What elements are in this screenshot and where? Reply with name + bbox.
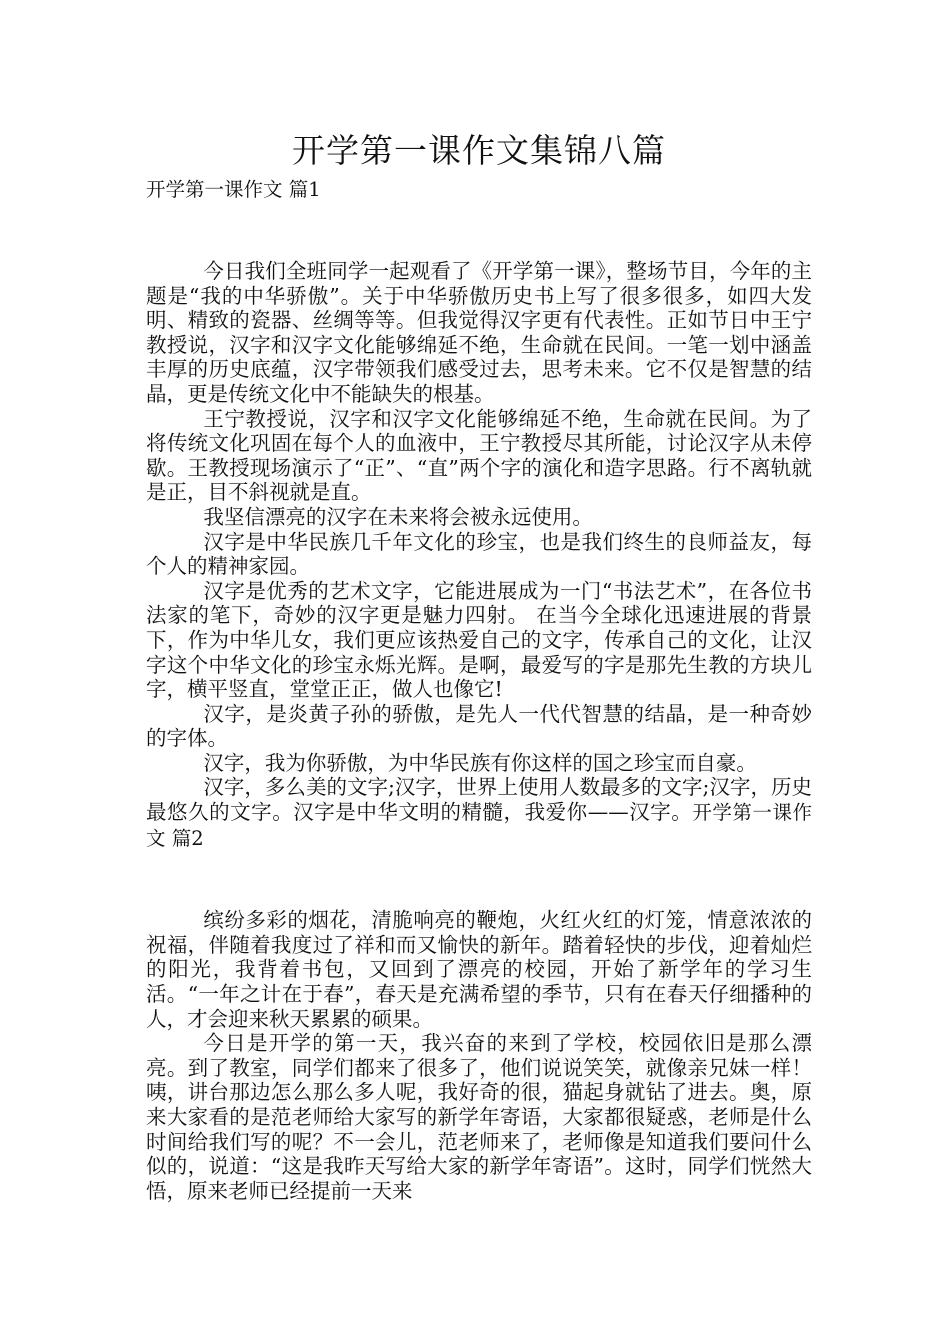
paragraph: 汉字，是炎黄子孙的骄傲，是先人一代代智慧的结晶，是一种奇妙的字体。	[146, 701, 812, 751]
section-spacer	[146, 202, 812, 259]
paragraph: 我坚信漂亮的汉字在未来将会被永远使用。	[203, 504, 593, 529]
paragraph: 汉字是中华民族几千年文化的珍宝，也是我们终生的良师益友，每个人的精神家园。	[146, 529, 812, 579]
paragraph: 今日是开学的第一天，我兴奋的来到了学校，校园依旧是那么漂亮。到了教室，同学们都来了很多了，他们说说笑笑，就像亲兄妹一样！咦，讲台那边怎么那么多人呢，我好奇的很，猫起身就钻了进去。奥，原来大家看的是范老师给大家写的新学年寄语，大家都很疑惑，老师是什么时间给我们写的呢？不一会儿，范老师来了，老师像是知道我们要问什么似的，说道：“这是我昨天写给大家的新学年寄语”。这时，同学们恍然大悟，原来老师已经提前一天来	[146, 1031, 812, 1203]
document-page	[146, 125, 812, 1203]
section-heading-2: 开学第一课作文 篇2	[146, 801, 812, 850]
paragraph: 汉字是优秀的艺术文字，它能进展成为一门“书法艺术”，在各位书法家的笔下，奇妙的汉字更是魅力四射。 在当今全球化迅速进展的背景下，作为中华儿女，我们更应该热爱自己的文字，传承自己的文化，让汉字这个中华文化的珍宝永烁光辉。是啊，最爱写的字是那先生教的方块儿字，横平竖直，堂堂正正，做人也像它!	[146, 578, 812, 702]
paragraph: 缤纷多彩的烟花，清脆响亮的鞭炮，火红火红的灯笼，情意浓浓的祝福，伴随着我度过了祥和而又愉快的新年。踏着轻快的步伐，迎着灿烂的阳光，我背着书包，又回到了漂亮的校园，开始了新学年的学习生活。“一年之计在于春”，春天是充满希望的季节，只有在春天仔细播种的人，才会迎来秋天累累的硕果。	[146, 908, 812, 1031]
paragraph: 汉字，我为你骄傲，为中华民族有你这样的国之珍宝而自豪。	[203, 750, 757, 775]
paragraph-text: 汉字，多么美的文字;汉字，世界上使用人数最多的文字;汉字，历史最悠久的文字。汉字是中华文明的精髓，我爱你——汉字。	[146, 775, 812, 825]
section-heading-1: 开学第一课作文 篇1	[146, 178, 321, 201]
paragraph-with-next-heading	[146, 775, 812, 851]
paragraph: 今日我们全班同学一起观看了《开学第一课》，整场节目，今年的主题是“我的中华骄傲”。关于中华骄傲历史书上写了很多很多，如四大发明、精致的瓷器、丝绸等等。但我觉得汉字更有代表性。正如节日中王宁教授说，汉字和汉字文化能够绵延不绝，生命就在民间。一笔一划中涵盖丰厚的历史底蕴，汉字带领我们感受过去，思考未来。它不仅是智慧的结晶，更是传统文化中不能缺失的根基。	[146, 259, 812, 406]
paragraph: 王宁教授说，汉字和汉字文化能够绵延不绝，生命就在民间。为了将传统文化巩固在每个人的血液中，王宁教授尽其所能，讨论汉字从未停歇。王教授现场演示了“正”、“直”两个字的演化和造字思路。行不离轨就是正，目不斜视就是直。	[146, 406, 812, 505]
section-spacer	[146, 851, 812, 908]
document-title: 开学第一课作文集锦八篇	[292, 131, 666, 170]
